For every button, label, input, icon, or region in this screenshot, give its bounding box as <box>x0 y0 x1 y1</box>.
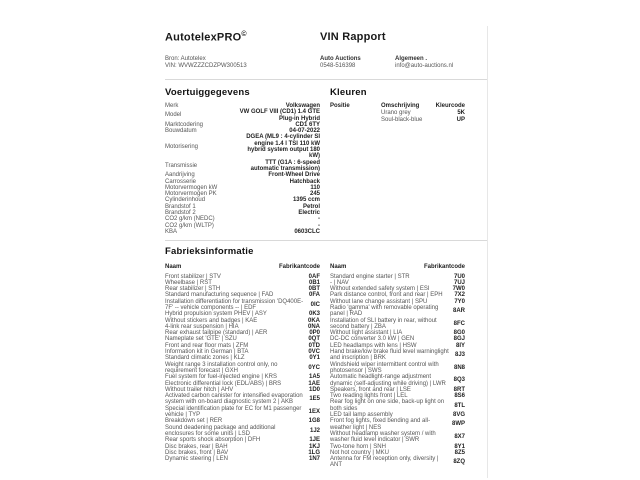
vehicle-spec-row <box>165 134 320 159</box>
factory-item-code: 8GJ <box>453 336 465 343</box>
factory-item-code: 0Y1 <box>309 355 320 362</box>
factory-item-code: 1KJ <box>308 443 320 450</box>
factory-section-title: Fabrieksinformatie <box>165 246 254 257</box>
vehicle-spec-row <box>165 160 320 173</box>
spec-label: Bouwdatum <box>165 128 197 135</box>
factory-item-name: Standard climatic zones | KLZ <box>165 355 245 362</box>
page-edge-line <box>487 26 488 478</box>
factory-item-code: 8IY <box>455 342 465 349</box>
factory-item-name: Wheelbase | RST <box>165 279 212 286</box>
factory-item-code: 1AE <box>308 380 320 387</box>
factory-item <box>330 431 465 444</box>
factory-item-code: 7Y0 <box>454 298 465 305</box>
spec-label: Aandrijving <box>165 172 195 179</box>
factory-item-name: Electronic differential lock (EDL/ABS) | BRS <box>165 380 282 387</box>
factory-item-name: Dynamic steering | LEN <box>165 456 228 463</box>
factory-item-name: Windshield wiper intermittent control with photosensor | SWS <box>330 361 439 374</box>
factory-item-name: Standard manufacturing sequence | FAD <box>165 292 274 299</box>
spec-value: VW GOLF VIII (CD1) 1.4 GTE Plug-in Hybrid <box>239 109 320 122</box>
app-title <box>165 31 247 44</box>
factory-item <box>330 374 465 387</box>
vehicle-section-title: Voertuiggegevens <box>165 87 250 98</box>
factory-item-name: Without headlamp washer system / with washer fluid level indicator | SWR <box>330 430 436 444</box>
color-row <box>330 110 465 117</box>
factory-item-code: 8J3 <box>454 352 465 359</box>
color-kleurcode: 5K <box>457 109 465 116</box>
spec-value: - <box>318 216 320 223</box>
factory-item-name: Activated carbon canister for intensified evaporation system with on-board diagnostic system 2 | AKB <box>165 393 303 406</box>
factory-item-code: 1A5 <box>308 374 320 381</box>
spec-label: Brandstof 2 <box>165 210 196 217</box>
spec-value: 110 <box>310 184 320 191</box>
factory-item-name: Breakdown set | RER <box>165 418 223 425</box>
factory-item-code: 8S6 <box>454 393 465 400</box>
factory-column-header <box>330 264 465 271</box>
factory-item-name: Rear stabilizer | STH <box>165 286 221 293</box>
spec-value: Hatchback <box>289 178 320 185</box>
factory-item-code: 0K3 <box>308 311 320 318</box>
app-title-text: AutotelexPRO <box>165 31 242 44</box>
factory-item <box>165 299 320 312</box>
factory-item-code: 0NA <box>307 323 320 330</box>
factory-item-name: Without lane change assistant | SPU <box>330 298 428 305</box>
section-divider <box>165 240 487 241</box>
spec-value: Electric <box>298 210 320 217</box>
factory-item-name: Disc brakes, front | BAV <box>165 449 229 456</box>
spec-label: Motorisering <box>165 143 199 150</box>
factory-list-left <box>165 274 320 463</box>
factory-item-code: 1J2 <box>309 427 320 434</box>
report-meta <box>165 56 247 70</box>
spec-value: CD1 6TY <box>295 121 320 128</box>
factory-item-code: 1N7 <box>308 456 320 463</box>
factory-item-name: Two-tone horn | SNH <box>330 443 386 450</box>
factory-item <box>330 456 465 469</box>
factory-item-code: 8VG <box>452 412 465 419</box>
spec-label: Model <box>165 112 182 119</box>
col-omschrijving: Omschrijving <box>381 103 420 109</box>
factory-item-code: 1EX <box>308 408 320 415</box>
spec-label: CO2 g/km (WLTP) <box>165 222 214 229</box>
factory-item-code: 1D0 <box>308 386 320 393</box>
color-positie <box>330 117 381 124</box>
factory-item-code: 7U0 <box>453 273 465 280</box>
spec-label: Merk <box>165 103 179 109</box>
factory-item-name: - | NAV <box>330 279 349 286</box>
factory-item-name: Front and rear floor mats | ZFM <box>165 342 249 349</box>
factory-item-code: 1JE <box>309 437 320 444</box>
factory-item-code: 0B1 <box>308 279 320 286</box>
spec-value: Volkswagen <box>285 103 320 109</box>
color-omschrijving: Urano grey <box>381 109 411 116</box>
spec-label: Carrosserie <box>165 178 197 185</box>
factory-item <box>330 305 465 318</box>
factory-item-code: 8ZQ <box>453 459 465 466</box>
factory-item-name: Not hot country | MKU <box>330 449 389 456</box>
factory-item-name: Without trailer hitch | AHV <box>165 386 234 393</box>
factory-item-name: LED headlamps with lens | HSW <box>330 342 417 349</box>
spec-value: DGEA (ML9 : 4-cylinder SI engine 1.4 l TSI 110 kW hybrid system output 180 kW) <box>246 134 320 160</box>
factory-item-name: Rear sports shock absorption | DFH <box>165 437 261 444</box>
factory-code-header: Fabrikantcode <box>423 264 465 270</box>
factory-item-name: 4-link rear suspension | HIA <box>165 323 239 330</box>
factory-code-header: Fabrikantcode <box>278 264 320 270</box>
factory-item-name: Installation of SLI battery in rear, without second battery | ZBA <box>330 317 437 330</box>
factory-item-name: LED tail lamp assembly <box>330 412 393 419</box>
factory-item-name: Rear fog light on one side, back-up light on both sides <box>330 399 445 412</box>
factory-item-code: 7X2 <box>454 292 465 299</box>
factory-item-name: Sound deadening package and additional enclosures for some units | LSD <box>165 424 276 437</box>
factory-item-name: Standard engine starter | STR <box>330 273 410 280</box>
factory-item <box>330 362 465 375</box>
header-divider <box>165 79 487 80</box>
factory-item-code: 0YC <box>308 364 320 371</box>
vehicle-rows <box>165 103 320 235</box>
factory-list-right <box>330 274 465 469</box>
factory-item-name: Fuel system for fuel-injected engine | KRS <box>165 374 277 381</box>
factory-item-name: Special identification plate for EC for M1 passenger vehicle | TYP <box>165 405 302 419</box>
factory-item <box>165 362 320 375</box>
factory-item-code: 7W0 <box>452 286 465 293</box>
factory-item-name: Antenna for FM reception only, diversity | ANT <box>330 456 439 469</box>
vin-line: VIN: WVWZZZCDZPW300513 <box>165 63 247 70</box>
spec-label: Motorvermogen kW <box>165 184 218 191</box>
factory-item-code: 0TD <box>308 342 320 349</box>
contact-label: Algemeen . <box>395 56 428 62</box>
factory-item-code: 8TL <box>454 402 465 409</box>
spec-label: Cylinderinhoud <box>165 197 206 204</box>
factory-item <box>165 406 320 419</box>
spec-value: 04-07-2022 <box>289 128 320 135</box>
factory-item-name: Hand brake/low brake fluid level warninglight and inscription | BRK <box>330 349 449 362</box>
spec-value: 1395 ccm <box>292 197 320 204</box>
spec-value: Front-Wheel Drive <box>268 172 320 179</box>
factory-item <box>330 399 465 412</box>
source-line: Bron: Autotelex <box>165 56 206 62</box>
col-kleurcode: Kleurcode <box>435 103 465 109</box>
company-meta <box>320 56 361 70</box>
color-row <box>330 117 465 124</box>
spec-label: Brandstof 1 <box>165 203 196 210</box>
factory-name-header: Naam <box>165 264 182 270</box>
factory-item-code: 0FA <box>308 292 320 299</box>
factory-item-code: 8Y1 <box>454 443 465 450</box>
vehicle-spec-row <box>165 109 320 122</box>
company-phone: 0548-516398 <box>320 63 356 70</box>
factory-item <box>165 456 320 462</box>
factory-item-code: 7UJ <box>453 279 465 286</box>
spec-value: - <box>318 222 320 229</box>
factory-item-name: Without extended safety system | ESI <box>330 286 430 293</box>
factory-item-code: 8N8 <box>453 364 465 371</box>
color-positie <box>330 110 381 117</box>
factory-item-code: 0QT <box>308 336 320 343</box>
factory-item-code: 8Z5 <box>454 449 465 456</box>
factory-item-name: Without stickers and badges | KAE <box>165 317 258 324</box>
colors-section-title: Kleuren <box>330 87 367 98</box>
factory-item <box>330 349 465 362</box>
factory-item-name: Hybrid propulsion system PHEV | ASY <box>165 311 267 318</box>
color-kleurcode: UP <box>456 116 465 123</box>
spec-label: CO2 g/km (NEDC) <box>165 216 215 223</box>
factory-item-name: Rear exhaust tailpipe (standard) | AER <box>165 330 268 337</box>
factory-item-name: Nameplate set 'GTE' | SZU <box>165 336 237 343</box>
factory-item-code: 8X7 <box>454 434 465 441</box>
factory-item-name: Installation differentiation for transmission 'DQ400E-7F' -- vehicle components -- | EDF <box>165 298 304 311</box>
factory-item-code: 8Q3 <box>453 377 465 384</box>
factory-item-name: Weight range 3 installation control only, no requirement forecast | GXH <box>165 361 278 374</box>
copyright-mark: © <box>241 31 247 38</box>
factory-item <box>330 418 465 431</box>
spec-label: KBA <box>165 228 178 235</box>
spec-value: TTT (G1A : 6-speed automatic transmission) <box>250 159 320 172</box>
color-omschrijving: Soul-black-blue <box>381 116 423 123</box>
vehicle-spec-row <box>165 229 320 235</box>
factory-item-code: 8FC <box>453 320 465 327</box>
factory-item <box>330 318 465 331</box>
factory-column-header <box>165 264 320 271</box>
spec-value: Petrol <box>302 203 320 210</box>
col-positie: Positie <box>330 103 350 109</box>
colors-table <box>330 103 465 124</box>
factory-item-code: 0P0 <box>309 330 320 337</box>
spec-label: Transmissie <box>165 162 198 169</box>
factory-item-name: Automatic headlight-range adjustment dynamic (self-adjusting while driving) | LWR <box>330 374 446 387</box>
factory-item-code: 0IC <box>310 301 320 308</box>
factory-name-header: Naam <box>330 264 347 270</box>
spec-value: 245 <box>309 191 320 198</box>
factory-item <box>165 393 320 406</box>
factory-item-code: 8AR <box>452 308 465 315</box>
spec-label: Motorvermogen PK <box>165 191 217 198</box>
factory-item-name: Front fog lights, fixed bending and all-weather light | NES <box>330 418 431 431</box>
factory-item-code: 8G0 <box>453 330 465 337</box>
factory-item-code: 8WP <box>451 421 465 428</box>
factory-item-code: 0BT <box>308 286 320 293</box>
factory-item-name: Radio 'gamma' with removable operating panel | RAD <box>330 304 439 318</box>
report-title: VIN Rapport <box>320 31 386 43</box>
factory-item-name: Information kit in German | BTA <box>165 349 249 356</box>
factory-item-name: Disc brakes, rear | BAH <box>165 443 228 450</box>
factory-item-code: 8RT <box>453 386 465 393</box>
factory-item <box>165 425 320 438</box>
factory-item-name: Park distance control, front and rear | EPH <box>330 292 443 299</box>
factory-item-name: Front stabilizer | STV <box>165 273 221 280</box>
contact-email: info@auto-auctions.nl <box>395 63 454 70</box>
factory-item-name: Without light assistant | LIA <box>330 330 403 337</box>
company-name: Auto Auctions <box>320 56 361 62</box>
factory-item-code: 0KA <box>307 317 320 324</box>
factory-item-name: Speakers, front and rear | LSE <box>330 386 411 393</box>
factory-column-left <box>165 264 320 462</box>
factory-item-code: 0VC <box>308 349 320 356</box>
contact-meta <box>395 56 453 70</box>
factory-item-name: DC-DC converter 3.0 kW | GEN <box>330 336 415 343</box>
factory-item-code: 1E5 <box>309 396 320 403</box>
spec-label: Marktcodering <box>165 121 204 128</box>
factory-item-name: Two reading lights front | LEL <box>330 393 408 400</box>
factory-item-code: 1LG <box>308 449 320 456</box>
colors-table-header <box>330 103 465 110</box>
spec-value: 0603CLC <box>294 228 320 235</box>
factory-item-code: 0AF <box>308 273 320 280</box>
factory-item-code: 1G8 <box>308 418 320 425</box>
factory-column-right <box>330 264 465 469</box>
colors-table-body <box>330 110 465 124</box>
